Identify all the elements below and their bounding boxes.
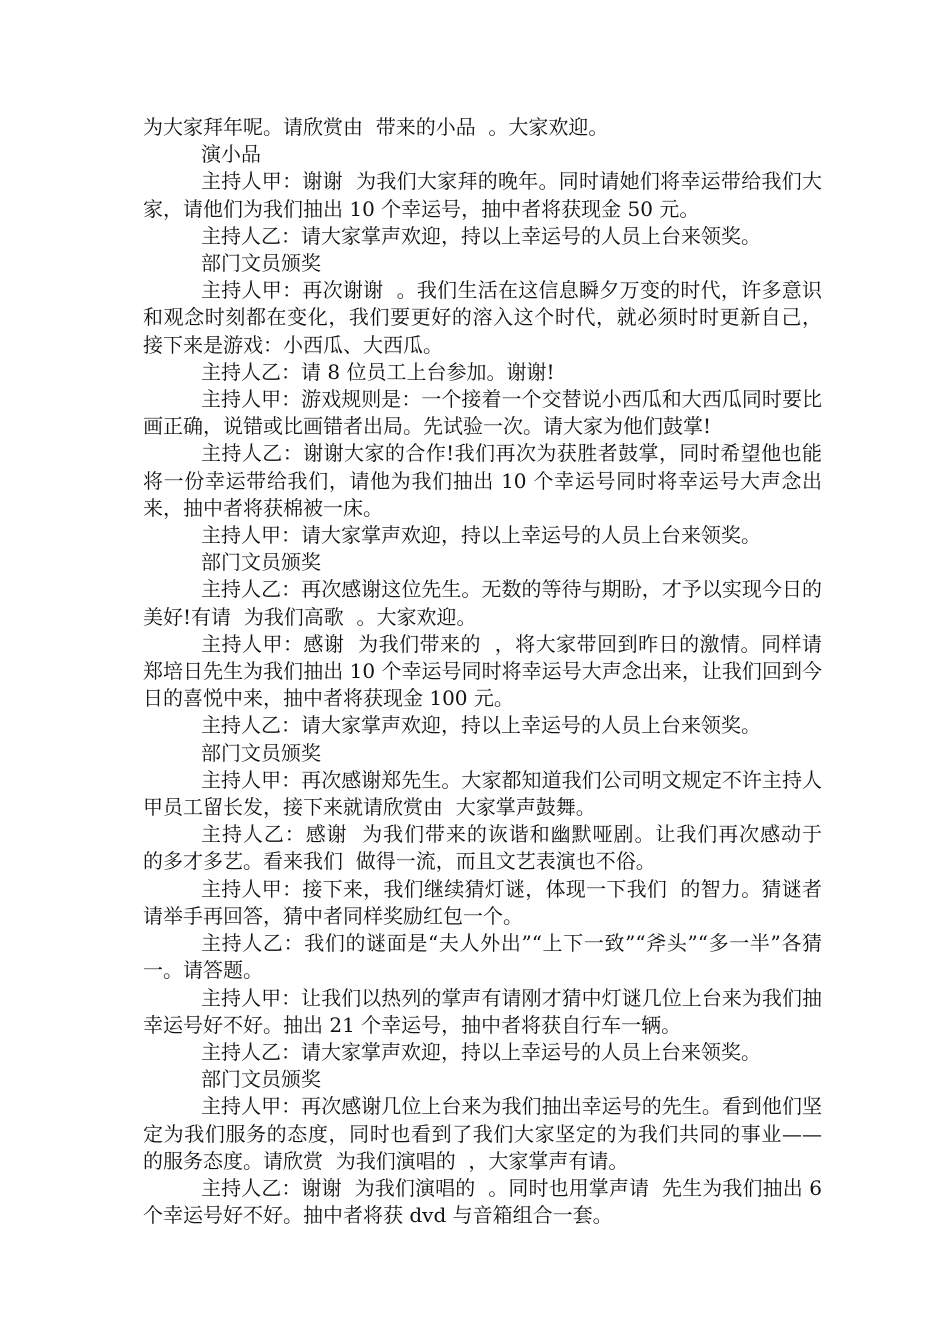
paragraph-14: 主持人乙：请大家掌声欢迎，持以上幸运号的人员上台来领奖。 bbox=[201, 713, 761, 738]
paragraph-3: 主持人甲：谢谢 为我们大家拜的晚年。同时请她们将幸运带给我们大家，请他们为我们抽出 10 个幸运号，抽中者将获现金 50 元。 bbox=[143, 169, 822, 221]
paragraph-10: 主持人甲：请大家掌声欢迎，持以上幸运号的人员上台来领奖。 bbox=[201, 523, 761, 548]
paragraph-2: 演小品 bbox=[201, 142, 261, 167]
paragraph-11: 部门文员颁奖 bbox=[201, 550, 321, 575]
paragraph-17: 主持人乙：感谢 为我们带来的诙谐和幽默哑剧。让我们再次感动于 的多才多艺。看来我们 做得一流，而且文艺表演也不俗。 bbox=[143, 822, 835, 874]
paragraph-19: 主持人乙：我们的谜面是“夫人外出”“上下一致”“斧头”“多一半”各猜一。请答题。 bbox=[143, 931, 822, 983]
paragraph-5: 部门文员颁奖 bbox=[201, 251, 321, 276]
paragraph-21: 主持人乙：请大家掌声欢迎，持以上幸运号的人员上台来领奖。 bbox=[201, 1039, 761, 1064]
paragraph-20: 主持人甲：让我们以热列的掌声有请刚才猜中灯谜几位上台来为我们抽幸运号好不好。抽出 21 个幸运号，抽中者将获自行车一辆。 bbox=[143, 985, 822, 1037]
paragraph-15: 部门文员颁奖 bbox=[201, 740, 321, 765]
paragraph-18: 主持人甲：接下来，我们继续猜灯谜，体现一下我们 的智力。猜谜者请举手再回答，猜中者同样奖励红包一个。 bbox=[143, 876, 822, 928]
paragraph-23: 主持人甲：再次感谢几位上台来为我们抽出幸运号的先生。看到他们坚定为我们服务的态度，同时也看到了我们大家坚定的为我们共同的事业—— 的服务态度。请欣赏 为我们演唱的 ，大家掌声有请。 bbox=[143, 1094, 835, 1173]
paragraph-16: 主持人甲：再次感谢郑先生。大家都知道我们公司明文规定不许主持人甲员工留长发，接下来就请欣赏由 大家掌声鼓舞。 bbox=[143, 767, 822, 820]
paragraph-24: 主持人乙：谢谢 为我们演唱的 。同时也用掌声请 先生为我们抽出 6 个幸运号好不好。抽中者将获 dvd 与音箱组合一套。 bbox=[143, 1175, 829, 1228]
paragraph-7: 主持人乙：请 8 位员工上台参加。谢谢! bbox=[201, 359, 555, 384]
paragraph-12: 主持人乙：再次感谢这位先生。无数的等待与期盼，才予以实现今日的美好!有请 为我们高歌 。大家欢迎。 bbox=[143, 577, 822, 629]
paragraph-22: 部门文员颁奖 bbox=[201, 1067, 321, 1092]
paragraph-13: 主持人甲：感谢 为我们带来的 ，将大家带回到昨日的激情。同样请郑培日先生为我们抽出 10 个幸运号同时将幸运号大声念出来，让我们回到今日的喜悦中来，抽中者将获现金 100 元。 bbox=[143, 631, 822, 711]
paragraph-9: 主持人乙：谢谢大家的合作!我们再次为获胜者鼓掌，同时希望他也能将一份幸运带给我们，请他为我们抽出 10 个幸运号同时将幸运号大声念出来，抽中者将获棉被一床。 bbox=[143, 441, 822, 520]
paragraph-1: 为大家拜年呢。请欣赏由 带来的小品 。大家欢迎。 bbox=[143, 115, 609, 139]
paragraph-4: 主持人乙：请大家掌声欢迎，持以上幸运号的人员上台来领奖。 bbox=[201, 223, 761, 248]
paragraph-6: 主持人甲：再次谢谢 。我们生活在这信息瞬夕万变的时代，许多意识和观念时刻都在变化，我们要更好的溶入这个时代，就必须时时更新自己，接下来是游戏：小西瓜、大西瓜。 bbox=[143, 278, 822, 357]
paragraph-8: 主持人甲：游戏规则是：一个接着一个交替说小西瓜和大西瓜同时要比画正确，说错或比画错者出局。先试验一次。请大家为他们鼓掌! bbox=[143, 387, 822, 439]
